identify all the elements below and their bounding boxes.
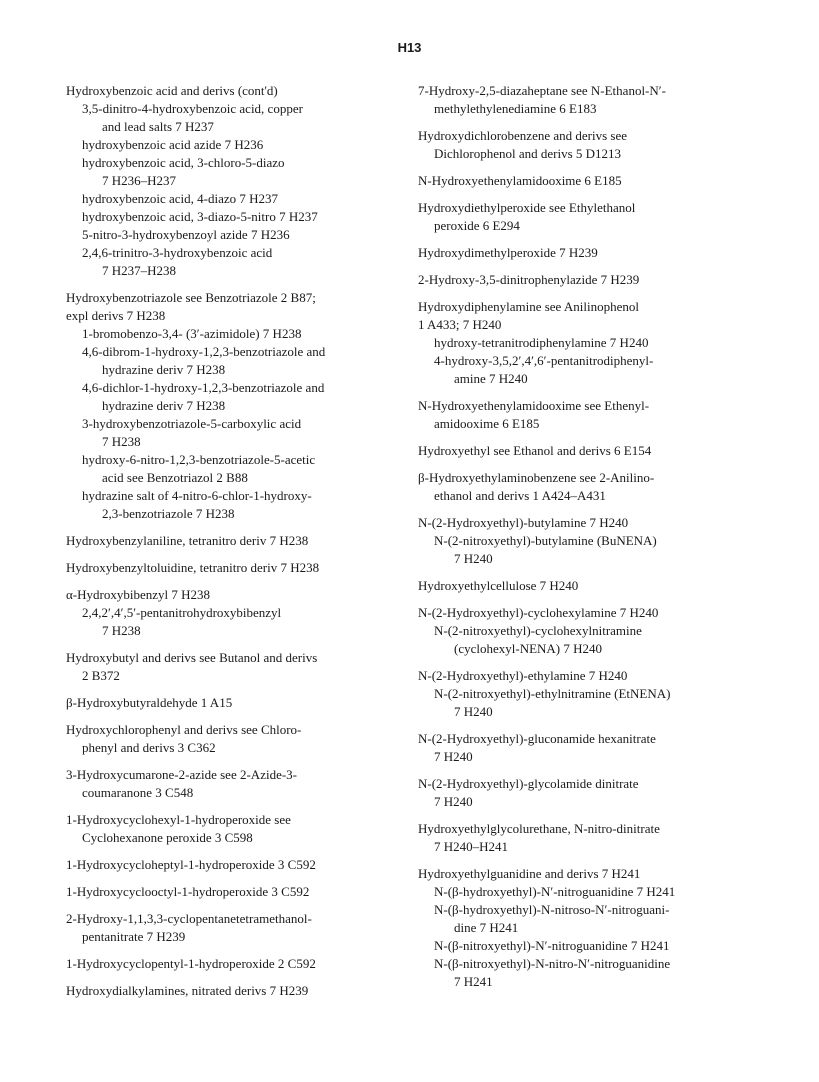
index-entry-heading: Hydroxybenzotriazole see Benzotriazole 2 B87; xyxy=(66,290,316,305)
index-entry-line: 7 H240 xyxy=(454,551,493,566)
index-entry-line: methylethylenediamine 6 E183 xyxy=(434,101,597,116)
index-entry-line: 7 H240 xyxy=(434,794,473,809)
index-entry-heading: N-(2-Hydroxyethyl)-glycolamide dinitrate xyxy=(418,776,639,791)
index-entry xyxy=(418,577,763,595)
index-entry xyxy=(418,667,763,721)
index-entry-line: 4,6-dibrom-1-hydroxy-1,2,3-benzotriazole and xyxy=(82,344,326,359)
index-entry-heading: N-Hydroxyethenylamidooxime see Ethenyl- xyxy=(418,398,650,413)
index-entry-heading: Hydroxydiphenylamine see Anilinophenol xyxy=(418,299,639,314)
index-entry-line: 7 H240 xyxy=(454,704,493,719)
index-entry xyxy=(66,856,416,874)
index-entry xyxy=(66,289,416,523)
index-entry-heading: α-Hydroxybibenzyl 7 H238 xyxy=(66,587,211,602)
index-entry-line: hydrazine deriv 7 H238 xyxy=(102,362,226,377)
index-entry-line: amine 7 H240 xyxy=(454,371,528,386)
index-entry-heading: Hydroxybenzylaniline, tetranitro deriv 7 H238 xyxy=(66,533,309,548)
index-entry-line: and lead salts 7 H237 xyxy=(102,119,214,134)
index-entry-line: 7 H240–H241 xyxy=(434,839,509,854)
index-entry xyxy=(418,514,763,568)
index-entry xyxy=(418,244,763,262)
index-entry-heading: Hydroxyethyl see Ethanol and derivs 6 E154 xyxy=(418,443,652,458)
index-entry-line: 2,4,6-trinitro-3-hydroxybenzoic acid xyxy=(82,245,273,260)
index-entry xyxy=(66,586,416,640)
index-entry-line: hydroxybenzoic acid azide 7 H236 xyxy=(82,137,264,152)
index-entry-heading: N-(2-Hydroxyethyl)-cyclohexylamine 7 H240 xyxy=(418,605,659,620)
index-entry-heading: Hydroxybutyl and derivs see Butanol and derivs xyxy=(66,650,318,665)
index-entry-line: Cyclohexanone peroxide 3 C598 xyxy=(82,830,253,845)
index-entry-heading: β-Hydroxybutyraldehyde 1 A15 xyxy=(66,695,233,710)
index-entry xyxy=(66,766,416,802)
index-entry-heading: 1-Hydroxycyclooctyl-1-hydroperoxide 3 C592 xyxy=(66,884,310,899)
index-entry-line: coumaranone 3 C548 xyxy=(82,785,194,800)
index-entry-line: 3,5-dinitro-4-hydroxybenzoic acid, copper xyxy=(82,101,303,116)
index-entry xyxy=(418,442,763,460)
index-entry-line: 4-hydroxy-3,5,2′,4′,6′-pentanitrodiphenyl- xyxy=(434,353,654,368)
index-entry-line: 7 H241 xyxy=(454,974,493,989)
index-entry xyxy=(66,532,416,550)
index-entry-heading: 1-Hydroxycyclohexyl-1-hydroperoxide see xyxy=(66,812,291,827)
index-entry-line: 7 H240 xyxy=(434,749,473,764)
index-entry xyxy=(418,127,763,163)
index-entry-line: N-(β-hydroxyethyl)-N′-nitroguanidine 7 H241 xyxy=(434,884,676,899)
index-entry-line: hydroxybenzoic acid, 3-chloro-5-diazo xyxy=(82,155,285,170)
index-entry-line: N-(2-nitroxyethyl)-cyclohexylnitramine xyxy=(434,623,642,638)
index-entry xyxy=(66,883,416,901)
index-entry-line: 1 A433; 7 H240 xyxy=(418,317,502,332)
index-entry-line: hydrazine deriv 7 H238 xyxy=(102,398,226,413)
index-entry xyxy=(418,172,763,190)
index-entry xyxy=(66,811,416,847)
index-entry-heading: 2-Hydroxy-1,1,3,3-cyclopentanetetramethanol- xyxy=(66,911,312,926)
index-entry-heading: N-(2-Hydroxyethyl)-gluconamide hexanitrate xyxy=(418,731,656,746)
index-entry xyxy=(66,721,416,757)
left-column xyxy=(66,82,416,1009)
page-header: H13 xyxy=(397,40,422,55)
index-entry-line: phenyl and derivs 3 C362 xyxy=(82,740,216,755)
index-entry-line: 2,4,2′,4′,5′-pentanitrohydroxybibenzyl xyxy=(82,605,282,620)
index-entry-line: 7 H236–H237 xyxy=(102,173,177,188)
index-entry-line: N-(β-nitroxyethyl)-N′-nitroguanidine 7 H241 xyxy=(434,938,670,953)
index-entry xyxy=(418,82,763,118)
index-entry-heading: Hydroxyethylguanidine and derivs 7 H241 xyxy=(418,866,641,881)
index-entry xyxy=(418,604,763,658)
index-entry xyxy=(418,469,763,505)
index-entry-heading: N-(2-Hydroxyethyl)-butylamine 7 H240 xyxy=(418,515,629,530)
index-entry-line: 7 H237–H238 xyxy=(102,263,177,278)
index-entry-line: hydrazine salt of 4-nitro-6-chlor-1-hydroxy- xyxy=(82,488,312,503)
index-entry-line: 7 H238 xyxy=(102,623,141,638)
index-entry xyxy=(66,982,416,1000)
index-entry-line: peroxide 6 E294 xyxy=(434,218,520,233)
index-entry-heading: Hydroxybenzyltoluidine, tetranitro deriv 7 H238 xyxy=(66,560,320,575)
index-entry xyxy=(418,865,763,991)
index-entry-heading: Hydroxydimethylperoxide 7 H239 xyxy=(418,245,598,260)
index-entry-heading: Hydroxybenzoic acid and derivs (cont'd) xyxy=(66,83,278,98)
index-entry-line: (cyclohexyl-NENA) 7 H240 xyxy=(454,641,603,656)
index-entry xyxy=(418,298,763,388)
index-entry xyxy=(418,397,763,433)
index-entry-heading: Hydroxyethylglycolurethane, N-nitro-dinitrate xyxy=(418,821,660,836)
index-entry xyxy=(418,820,763,856)
index-entry-heading: 3-Hydroxycumarone-2-azide see 2-Azide-3- xyxy=(66,767,298,782)
index-entry-line: N-(2-nitroxyethyl)-butylamine (BuNENA) xyxy=(434,533,657,548)
index-entry-line: N-(2-nitroxyethyl)-ethylnitramine (EtNENA) xyxy=(434,686,671,701)
index-entry xyxy=(418,199,763,235)
index-entry-line: 5-nitro-3-hydroxybenzoyl azide 7 H236 xyxy=(82,227,290,242)
index-entry-heading: N-Hydroxyethenylamidooxime 6 E185 xyxy=(418,173,622,188)
index-entry-line: hydroxy-6-nitro-1,2,3-benzotriazole-5-acetic xyxy=(82,452,316,467)
index-entry-heading: Hydroxydiethylperoxide see Ethylethanol xyxy=(418,200,636,215)
index-entry-line: N-(β-hydroxyethyl)-N-nitroso-N′-nitroguani- xyxy=(434,902,670,917)
index-entry-line: 2 B372 xyxy=(82,668,120,683)
index-entry-line: N-(β-nitroxyethyl)-N-nitro-N′-nitroguanidine xyxy=(434,956,671,971)
index-entry-line: 4,6-dichlor-1-hydroxy-1,2,3-benzotriazole and xyxy=(82,380,325,395)
index-entry xyxy=(66,559,416,577)
index-entry-line: 7 H238 xyxy=(102,434,141,449)
index-entry-heading: 1-Hydroxycycloheptyl-1-hydroperoxide 3 C592 xyxy=(66,857,316,872)
index-entry-heading: Hydroxydichlorobenzene and derivs see xyxy=(418,128,628,143)
index-entry-heading: Hydroxychlorophenyl and derivs see Chloro- xyxy=(66,722,302,737)
index-entry xyxy=(418,775,763,811)
index-entry-line: hydroxy-tetranitrodiphenylamine 7 H240 xyxy=(434,335,649,350)
index-entry-heading: 7-Hydroxy-2,5-diazaheptane see N-Ethanol-N′- xyxy=(418,83,666,98)
index-entry-heading: Hydroxydialkylamines, nitrated derivs 7 H239 xyxy=(66,983,309,998)
index-entry xyxy=(66,649,416,685)
right-column xyxy=(418,82,763,1000)
index-entry-line: hydroxybenzoic acid, 4-diazo 7 H237 xyxy=(82,191,279,206)
index-entry-heading: 1-Hydroxycyclopentyl-1-hydroperoxide 2 C592 xyxy=(66,956,316,971)
index-entry xyxy=(66,82,416,280)
index-entry xyxy=(66,955,416,973)
index-entry-line: expl derivs 7 H238 xyxy=(66,308,166,323)
index-entry-line: ethanol and derivs 1 A424–A431 xyxy=(434,488,606,503)
index-entry-heading: 2-Hydroxy-3,5-dinitrophenylazide 7 H239 xyxy=(418,272,640,287)
index-entry-heading: β-Hydroxyethylaminobenzene see 2-Anilino- xyxy=(418,470,655,485)
index-entry xyxy=(66,910,416,946)
index-entry-line: 2,3-benzotriazole 7 H238 xyxy=(102,506,235,521)
index-entry xyxy=(66,694,416,712)
index-entry-line: Dichlorophenol and derivs 5 D1213 xyxy=(434,146,622,161)
index-entry-heading: Hydroxyethylcellulose 7 H240 xyxy=(418,578,579,593)
index-entry xyxy=(418,271,763,289)
index-entry-line: dine 7 H241 xyxy=(454,920,519,935)
index-entry-line: amidooxime 6 E185 xyxy=(434,416,540,431)
index-entry-line: hydroxybenzoic acid, 3-diazo-5-nitro 7 H237 xyxy=(82,209,318,224)
index-entry-line: pentanitrate 7 H239 xyxy=(82,929,186,944)
index-entry-heading: N-(2-Hydroxyethyl)-ethylamine 7 H240 xyxy=(418,668,628,683)
index-entry-line: 3-hydroxybenzotriazole-5-carboxylic acid xyxy=(82,416,302,431)
index-entry-line: 1-bromobenzo-3,4- (3′-azimidole) 7 H238 xyxy=(82,326,302,341)
index-entry-line: acid see Benzotriazol 2 B88 xyxy=(102,470,248,485)
index-entry xyxy=(418,730,763,766)
